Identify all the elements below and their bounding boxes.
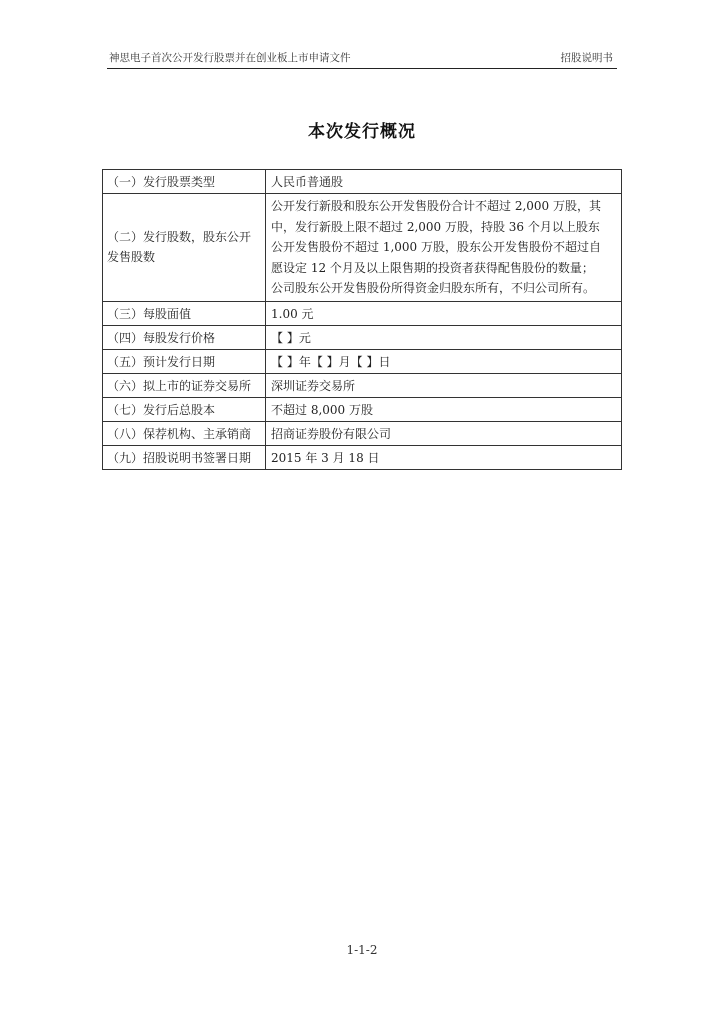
row-label: （九）招股说明书签署日期 xyxy=(103,445,266,469)
value-line: 公司股东公开发售股份所得资金归股东所有，不归公司所有。 xyxy=(271,281,596,295)
table-row xyxy=(103,421,622,445)
row-value: 【 】元 xyxy=(266,325,622,349)
table-row xyxy=(103,301,622,325)
value-line: 公开发售股份不超过 1,000 万股，股东公开发售股份不超过自 xyxy=(271,240,601,254)
row-value: 招商证券股份有限公司 xyxy=(266,421,622,445)
table-row xyxy=(103,445,622,469)
header-document-type: 招股说明书 xyxy=(560,52,613,64)
row-label: （四）每股发行价格 xyxy=(103,325,266,349)
row-value: 【 】年【 】月【 】日 xyxy=(266,349,622,373)
table-row xyxy=(103,170,622,194)
row-value: 1.00 元 xyxy=(266,301,622,325)
value-line: 中，发行新股上限不超过 2,000 万股，持股 36 个月以上股东 xyxy=(271,219,600,234)
offering-overview-table xyxy=(102,169,622,470)
row-label: （二）发行股数，股东公开发售股数 xyxy=(103,194,266,302)
value-line: 公开发行新股和股东公开发售股份合计不超过 2,000 万股，其 xyxy=(271,199,601,213)
running-header xyxy=(107,50,617,69)
row-value: 不超过 8,000 万股 xyxy=(266,397,622,421)
row-label: （三）每股面值 xyxy=(103,301,266,325)
row-value: 人民币普通股 xyxy=(266,170,622,194)
table-row xyxy=(103,373,622,397)
page-title: 本次发行概况 xyxy=(308,122,416,142)
row-value: 深圳证券交易所 xyxy=(266,373,622,397)
row-label: （五）预计发行日期 xyxy=(103,349,266,373)
value-line: 愿设定 12 个月及以上限售期的投资者获得配售股份的数量； xyxy=(271,260,594,275)
page-number: 1-1-2 xyxy=(346,943,378,957)
row-label: （六）拟上市的证券交易所 xyxy=(103,373,266,397)
row-label: （一）发行股票类型 xyxy=(103,170,266,194)
row-label: （八）保荐机构、主承销商 xyxy=(103,421,266,445)
row-label: （七）发行后总股本 xyxy=(103,397,266,421)
row-value xyxy=(266,194,622,302)
header-document-name: 神思电子首次公开发行股票并在创业板上市申请文件 xyxy=(109,52,351,64)
table-row xyxy=(103,194,622,302)
row-value: 2015 年 3 月 18 日 xyxy=(266,445,622,469)
table-row xyxy=(103,349,622,373)
table-row xyxy=(103,397,622,421)
table-row xyxy=(103,325,622,349)
